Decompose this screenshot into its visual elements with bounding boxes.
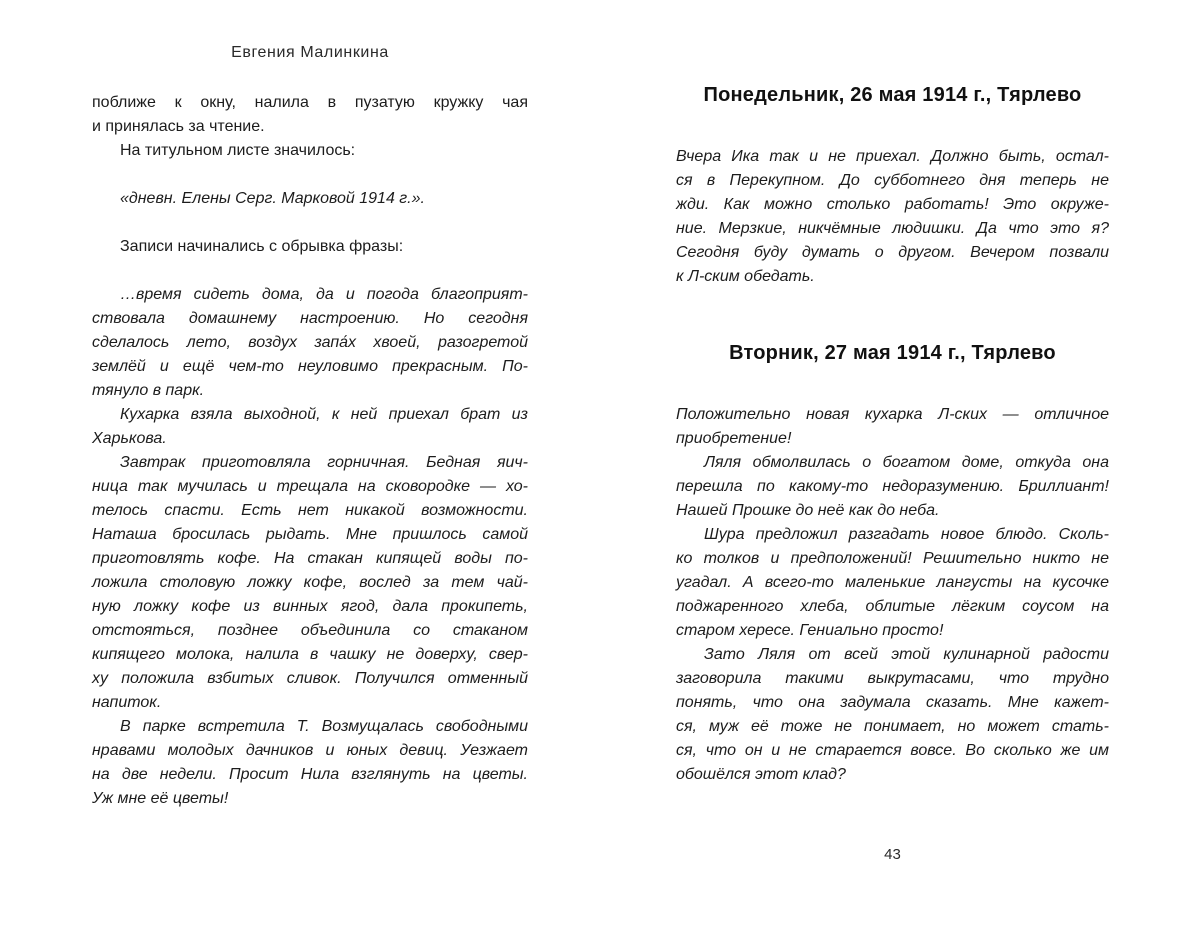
diary-entry-section [676,81,1109,289]
text-line: понять, что она задумала сказать. Мне кажет- [676,694,1109,711]
right-page [676,0,1109,937]
text-line: ся в Перекупном. До субботнего дня теперь не [676,172,1109,189]
text-line: тянуло в парк. [92,382,205,399]
text-line: Ляля обмолвилась о богатом доме, откуда она [704,454,1109,471]
text-line: кипящего молока, налила в чашку не доверху, свер- [92,646,528,663]
paragraph [676,451,1109,523]
paragraph [92,283,528,403]
text-line: Вчера Ика так и не приехал. Должно быть, остал- [676,148,1109,165]
text-line: ние. Мерзкие, никчёмные людишки. Да что это я? [676,220,1109,237]
text-line: приготовлять кофе. На стакан кипящей воды по- [92,550,528,567]
text-line: жди. Как можно столько работать! Это окруже- [676,196,1109,213]
text-line: нравами молодых дачников и юных девиц. Уезжает [92,742,528,759]
text-line: и принялась за чтение. [92,118,265,135]
text-line: Нашей Прошке до неё как до неба. [676,502,940,519]
text-line: На титульном листе значилось: [120,142,356,159]
text-line: к Л-ским обедать. [676,268,815,285]
text-line: старом хересе. Гениально просто! [676,622,944,639]
entry-heading: Вторник, 27 мая 1914 г., Тярлево [729,342,1056,364]
page-number: 43 [884,846,901,863]
text-line: Шура предложил разгадать новое блюдо. Сколь- [704,526,1109,543]
text-line: обошёлся этот клад? [676,766,846,783]
text-line: ница так мучилась и трещала на сковородке — хо- [92,478,528,495]
text-line: отстояться, позднее объединила со стаканом [92,622,528,639]
text-line: на две недели. Просит Нила взглянуть на цветы. [92,766,528,783]
paragraph [92,139,528,163]
text-line: приобретение! [676,430,792,447]
text-line: Сегодня буду думать о другом. Вечером позвали [676,244,1109,261]
text-line: Харькова. [92,430,167,447]
text-line: сделалось лето, воздух запа́х хвоей, разогретой [92,334,528,351]
text-line: ложила столовую ложку кофе, вослед за тем чай- [92,574,528,591]
text-line: «дневн. Елены Серг. Марковой 1914 г.». [120,190,425,207]
text-line: перешла по какому-то недоразумению. Бриллиант! [676,478,1109,495]
text-line: Наташа бросилась рыдать. Мне пришлось самой [92,526,528,543]
text-line: поджаренного хлеба, облитые лёгким соусом на [676,598,1109,615]
left-page [92,0,528,937]
right-page-text [676,81,1109,787]
text-line: ко толков и предположений! Решительно никто не [676,550,1109,567]
text-line: телось спасти. Есть нет никакой возможности. [92,502,528,519]
text-line: Зато Ляля от всей этой кулинарной радости [704,646,1109,663]
text-line: ствовала домашнему настроению. Но сегодня [92,310,528,327]
paragraph [92,715,528,811]
text-line: ху положила взбитых сливок. Получился отменный [92,670,528,687]
text-line: Записи начинались с обрывка фразы: [120,238,404,255]
text-line: угадал. А всего-то маленькие лангусты на кусочке [676,574,1109,591]
paragraph [676,643,1109,787]
paragraph [92,451,528,715]
text-line: ся, муж её тоже не понимает, но может стать- [676,718,1109,735]
paragraph [92,235,528,259]
paragraph [676,523,1109,643]
text-line: Положительно новая кухарка Л-ских — отличное [676,406,1109,423]
paragraph [92,187,528,211]
text-line: …время сидеть дома, да и погода благоприят- [120,286,528,303]
text-line: Завтрак приготовляла горничная. Бедная яич- [120,454,528,471]
paragraph [676,145,1109,289]
running-head: Евгения Малинкина [231,44,389,61]
text-line: поближе к окну, налила в пузатую кружку чая [92,94,528,111]
entry-heading: Понедельник, 26 мая 1914 г., Тярлево [703,84,1082,106]
paragraph [92,403,528,451]
paragraph [676,403,1109,451]
text-line: ную ложку кофе из винных ягод, дала прокипеть, [92,598,528,615]
text-line: землёй и ещё чем-то неуловимо прекрасным. По- [92,358,528,375]
text-line: Уж мне её цветы! [92,790,229,807]
text-line: ся, что он и не старается вовсе. Во сколько же им [676,742,1109,759]
text-line: В парке встретила Т. Возмущалась свободными [120,718,528,735]
text-line: напиток. [92,694,162,711]
diary-entry-section [676,339,1109,787]
paragraph [92,91,528,139]
text-line: заговорила такими выкрутасами, что трудно [676,670,1109,687]
text-line: Кухарка взяла выходной, к ней приехал брат из [120,406,528,423]
left-page-text [92,91,528,811]
